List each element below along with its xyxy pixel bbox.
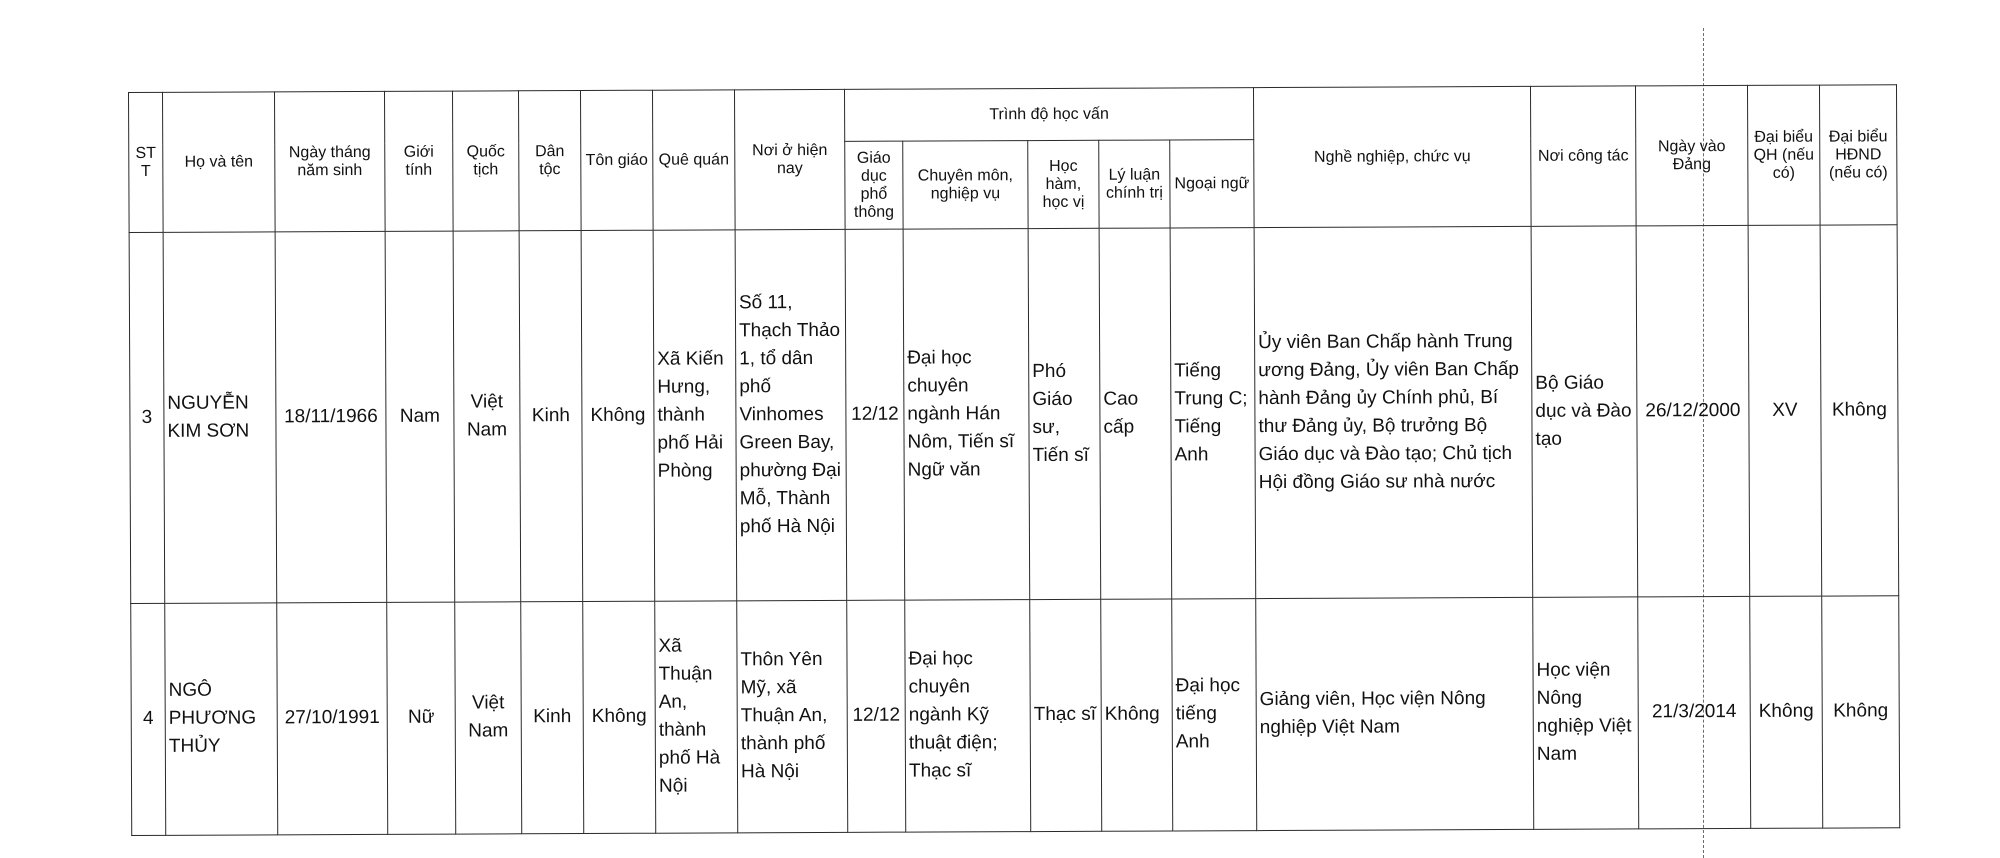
cell-foreign-lang: Tiếng Trung C; Tiếng Anh bbox=[1170, 228, 1256, 599]
cell-religion: Không bbox=[583, 601, 656, 834]
header-workplace: Nơi công tác bbox=[1530, 86, 1636, 226]
cell-workplace: Bộ Giáo dục và Đào tạo bbox=[1531, 226, 1638, 597]
cell-academic-title: Phó Giáo sư, Tiến sĩ bbox=[1028, 228, 1101, 599]
cell-foreign-lang: Đại học tiếng Anh bbox=[1172, 598, 1257, 831]
header-general-edu: Giáo dục phổ thông bbox=[845, 141, 903, 229]
cell-pc-delegate: Không bbox=[1822, 595, 1900, 828]
cell-political-theory: Cao cấp bbox=[1099, 228, 1172, 599]
header-religion: Tôn giáo bbox=[580, 90, 653, 230]
header-party-date: Ngày vào Đảng bbox=[1635, 85, 1748, 225]
cell-dob: 27/10/1991 bbox=[277, 602, 388, 835]
cell-hometown: Xã Thuận An, thành phố Hà Nội bbox=[655, 600, 738, 833]
header-na-delegate: Đại biểu QH (nếu có) bbox=[1747, 85, 1820, 225]
cell-name: NGÔ PHƯƠNG THỦY bbox=[165, 602, 278, 835]
cell-nationality: Việt Nam bbox=[455, 601, 522, 834]
cell-party-date: 26/12/2000 bbox=[1636, 225, 1750, 596]
header-dob: Ngày tháng năm sinh bbox=[275, 91, 386, 231]
header-row bbox=[129, 85, 1897, 145]
cell-ethnicity: Kinh bbox=[521, 601, 584, 834]
header-residence: Nơi ở hiện nay bbox=[734, 89, 845, 229]
cell-dob: 18/11/1966 bbox=[275, 231, 387, 602]
header-hometown: Quê quán bbox=[652, 90, 735, 230]
header-nationality: Quốc tịch bbox=[452, 91, 519, 231]
header-ethnicity: Dân tộc bbox=[518, 91, 581, 231]
header-education-group: Trình độ học vấn bbox=[844, 88, 1253, 142]
header-foreign-lang: Ngoại ngữ bbox=[1170, 140, 1254, 228]
cell-religion: Không bbox=[581, 230, 655, 601]
cell-occupation: Ủy viên Ban Chấp hành Trung ương Đảng, Ủy viên Ban Chấp hành Đảng ủy Chính phủ, Bí thư Đảng ủy, Bộ trưởng Bộ Giáo dục và Đào tạo; Chủ tịch Hội đồng Giáo sư nhà nước bbox=[1254, 226, 1533, 598]
cell-hometown: Xã Kiến Hưng, thành phố Hải Phòng bbox=[653, 230, 737, 601]
header-name: Họ và tên bbox=[163, 92, 276, 232]
cell-specialty: Đại học chuyên ngành Kỹ thuật điện; Thạc sĩ bbox=[905, 599, 1031, 832]
cell-occupation: Giảng viên, Học viện Nông nghiệp Việt Nam bbox=[1256, 597, 1534, 831]
cell-political-theory: Không bbox=[1101, 599, 1173, 832]
cell-gender: Nam bbox=[385, 231, 455, 602]
cell-na-delegate: XV bbox=[1748, 225, 1822, 596]
cell-name: NGUYỄN KIM SƠN bbox=[163, 232, 277, 603]
cell-stt: 3 bbox=[129, 232, 165, 603]
header-stt: ST T bbox=[129, 92, 164, 232]
cell-academic-title: Thạc sĩ bbox=[1030, 599, 1102, 832]
cell-residence: Số 11, Thạch Thảo 1, tổ dân phố Vinhomes Green Bay, phường Đại Mỗ, Thành phố Hà Nội bbox=[735, 229, 847, 600]
header-occupation: Nghề nghiệp, chức vụ bbox=[1253, 86, 1531, 227]
cell-residence: Thôn Yên Mỹ, xã Thuận An, thành phố Hà Nội bbox=[737, 600, 848, 833]
cell-specialty: Đại học chuyên ngành Hán Nôm, Tiến sĩ Ngữ văn bbox=[903, 229, 1030, 600]
cell-general-edu: 12/12 bbox=[845, 229, 905, 600]
cell-general-edu: 12/12 bbox=[847, 600, 906, 833]
table-row bbox=[129, 225, 1899, 603]
header-gender: Giới tính bbox=[384, 91, 453, 231]
cell-gender: Nữ bbox=[387, 602, 456, 835]
header-pc-delegate: Đại biểu HĐND (nếu có) bbox=[1819, 85, 1897, 225]
header-political-theory: Lý luận chính trị bbox=[1099, 140, 1170, 228]
cell-nationality: Việt Nam bbox=[453, 231, 521, 602]
cell-na-delegate: Không bbox=[1750, 596, 1823, 829]
table-row bbox=[131, 595, 1900, 835]
header-academic-title: Học hàm, học vị bbox=[1028, 140, 1099, 228]
candidate-table bbox=[128, 84, 1900, 836]
cell-pc-delegate: Không bbox=[1820, 225, 1899, 596]
cell-ethnicity: Kinh bbox=[519, 231, 583, 602]
cell-stt: 4 bbox=[131, 603, 166, 836]
cell-party-date: 21/3/2014 bbox=[1638, 596, 1751, 829]
cell-workplace: Học viện Nông nghiệp Việt Nam bbox=[1533, 597, 1639, 830]
header-specialty: Chuyên môn, nghiệp vụ bbox=[903, 141, 1028, 230]
